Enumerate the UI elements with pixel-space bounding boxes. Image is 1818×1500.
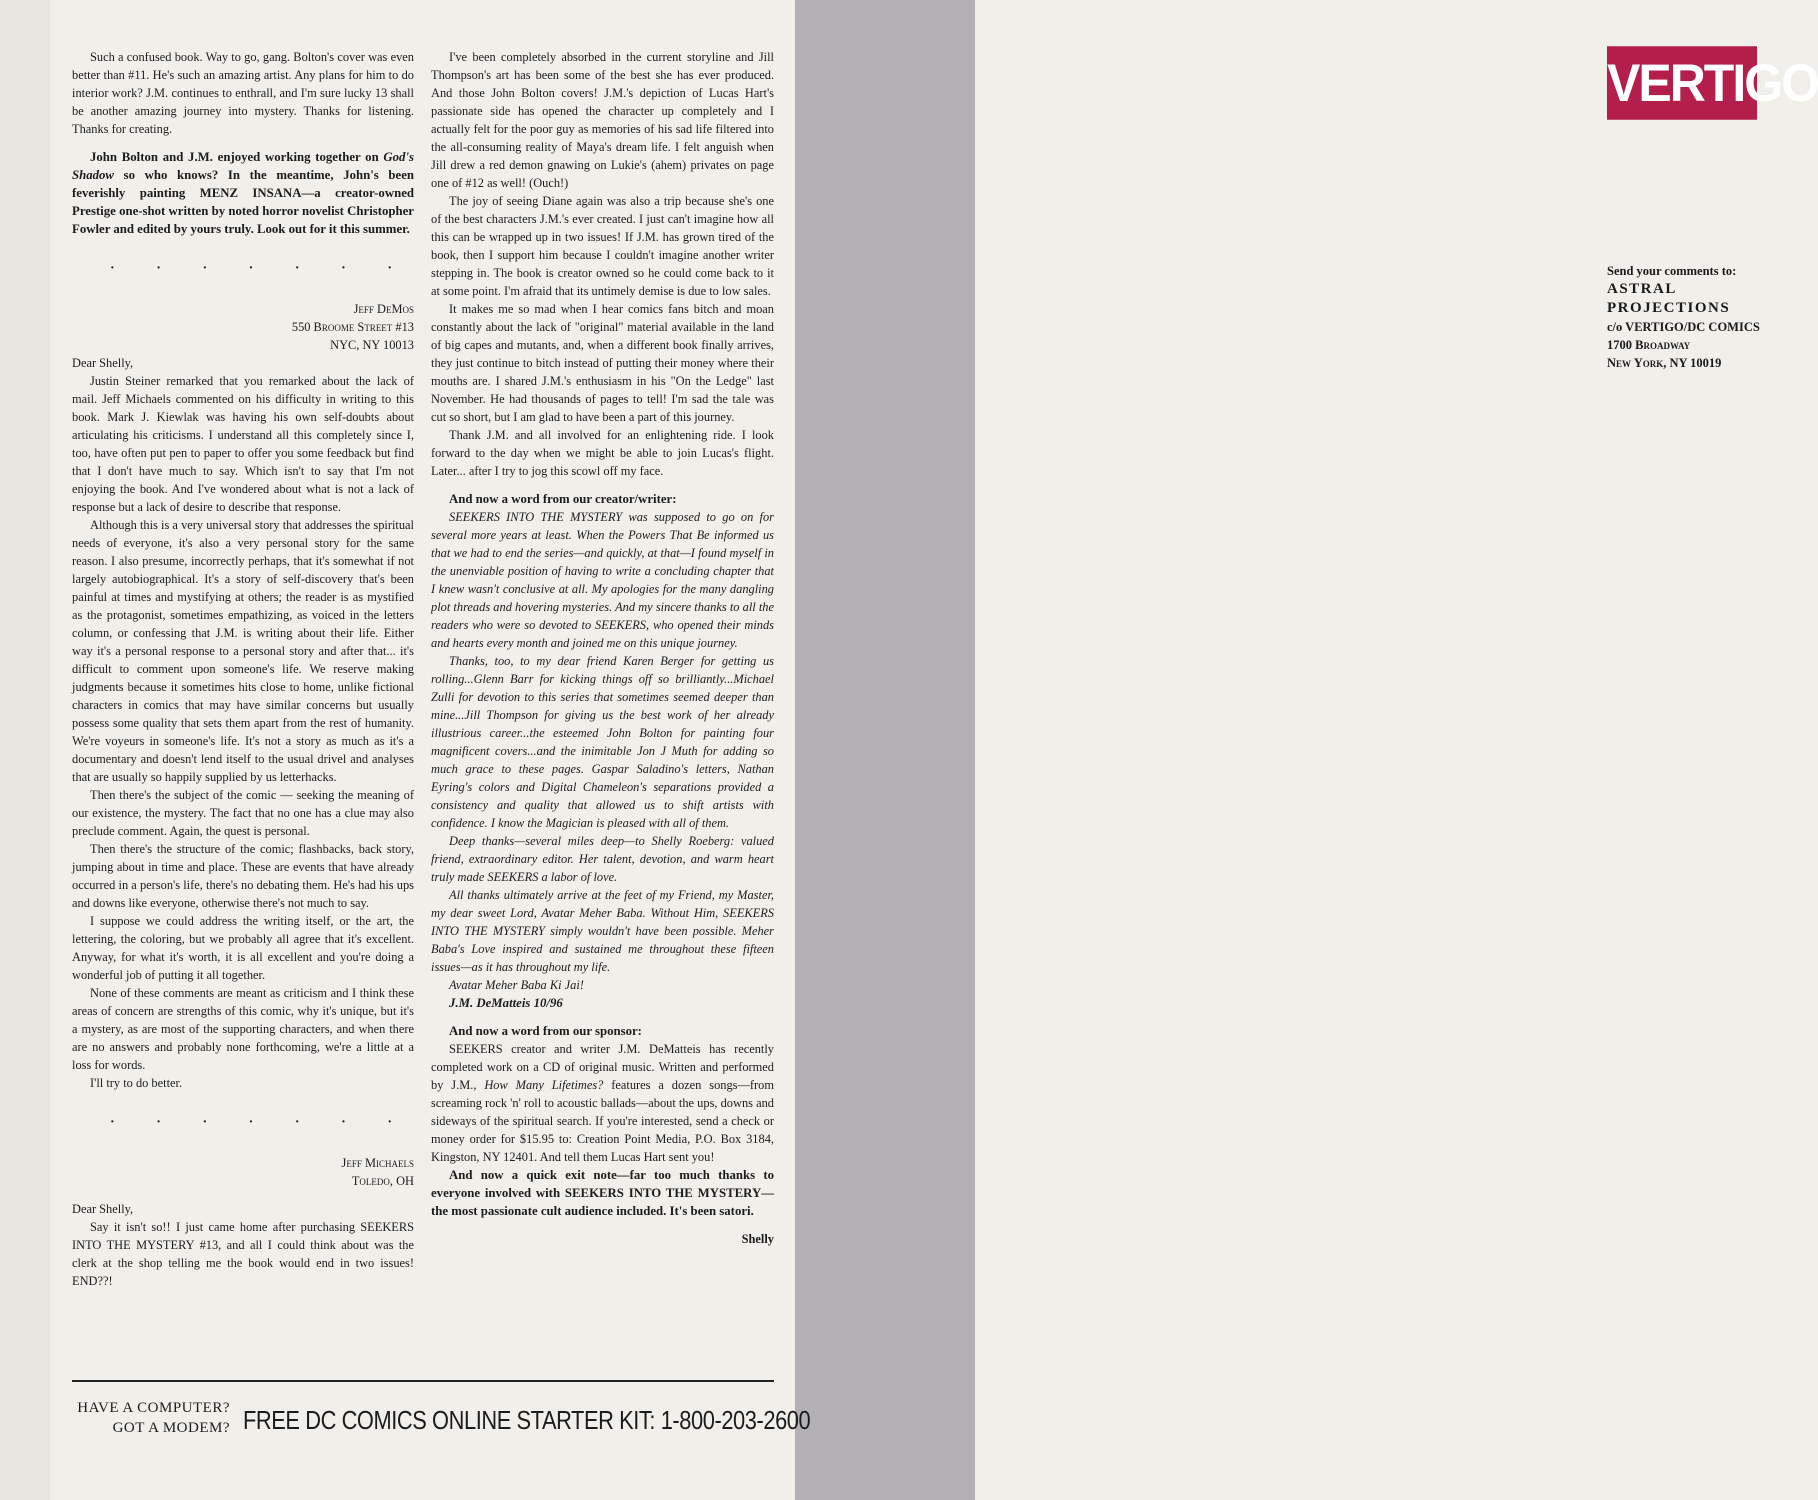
album-title: How Many Lifetimes? [484,1078,604,1092]
letter-paragraph: None of these comments are meant as criticism and I think these areas of concern are strengths of this comic, why it's unique, but it's a mystery, as are most of the supporting characters, and when there are no answers and probably none forthcoming, we're a little at a loss for words. [72,986,414,1072]
letter-author-city: NYC, NY 10013 [330,338,414,352]
letter-paragraph: The joy of seeing Diane again was also a trip because she's one of the best characters J.M.'s ever created. I just can't imagine how all this can be wrapped up in two issues! If J.M. has grown tired of the book, then I support him because I couldn't imagine another writer stepping in. The book is creator owned so he could come back to it at some point. I'm afraid that its untimely demise is due to low sales. [431,194,774,298]
vertigo-logo: VERTIGO [1607,46,1757,120]
sidebar [795,0,1818,1500]
letter-paragraph: Such a confused book. Way to go, gang. Bolton's cover was even better than #11. He's such an amazing artist. Any plans for him to do interior work? J.M. continues to enthrall, and I'm sure lucky 13 shall be another amazing journey into mystery. Thanks for listening. Thanks for creating. [72,50,414,136]
creator-paragraph: SEEKERS INTO THE MYSTERY was supposed to go on for several more years at least. When the Powers That Be informed us that we had to end the series—and quickly, at that—I found myself in the unenviable position of having to write a concluding chapter that I knew wasn't conclusive at all. My apologies for the many dangling plot threads and hovering mysteries. And my sincere thanks to all the readers who were so devoted to SEEKERS, who opened their minds and hearts every month and joined me on this unique journey. [431,510,774,650]
book-title: God's Shadow [72,150,414,182]
column-name-projections: PROJECTIONS [1607,300,1731,316]
footer-rule [72,1380,774,1382]
letter-author-city: Toledo, OH [351,1174,414,1188]
letter-author-street: 550 Broome Street #13 [291,320,414,334]
letter-paragraph: Then there's the subject of the comic — seeking the meaning of our existence, the mystery. The fact that no one has a clue may also preclude comment. Again, the quest is personal. [72,788,414,838]
letter-paragraph: Then there's the structure of the comic; flashbacks, back story, jumping about in time and place. These are events that have already occurred in a person's life, there's no debating them. He's had his ups and downs like everyone, otherwise there's not much to say. [72,842,414,910]
creator-paragraph: Deep thanks—several miles deep—to Shelly Roeberg: valued friend, extraordinary editor. Her talent, devotion, and warm heart truly made SEEKERS a labor of love. [431,834,774,884]
section-divider: · · · · · · · [110,261,394,276]
sponsor-paragraph: SEEKERS creator and writer J.M. DeMatteis has recently completed work on a CD of original music. Written and performed by J.M., How Many Lifetimes? features a dozen songs—from screaming rock 'n' roll to acoustic ballads—about the ups, downs and sideways of the spiritual search. If you're interested, send a check or money order for $15.95 to: Creation Point Media, P.O. Box 3184, Kingston, NY 12401. And tell them Lucas Hart sent you! [431,1042,774,1164]
letter-paragraph: It makes me so mad when I hear comics fans bitch and moan constantly about the lack of "original" material available in the land of big capes and mutants, and, when a different book finally arrives, they just continue to bitch instead of putting their money where their mouths are. I shared J.M.'s enthusiasm in his "On the Ledge" last November. He had thousands of pages to tell! I'm sad the tale was cut so short, but I am glad to have been a part of this journey. [431,302,774,424]
letter-paragraph: Justin Steiner remarked that you remarked about the lack of mail. Jeff Michaels commented on his difficulty in writing to this book. Mark J. Kiewlak was having his own self-doubts about articulating his criticisms. I understand all this completely since I, too, have often put pen to paper to offer you some feedback but find that I don't have much to say. Which isn't to say that I'm not enjoying the book. And I've wondered about what is not a lack of response but a lack of desire to describe that response. [72,374,414,514]
letter-author-name: Jeff DeMos [353,302,414,316]
column-name-astral: ASTRAL [1607,281,1677,297]
creator-paragraph: Avatar Meher Baba Ki Jai! [449,978,584,992]
care-of-line: c/o VERTIGO/DC COMICS [1607,320,1760,334]
city-line: New York, NY 10019 [1607,356,1722,370]
letter-greeting: Dear Shelly, [72,356,134,370]
send-line: Send your comments to: [1607,264,1737,278]
letter-author-name: Jeff Michaels [341,1156,414,1170]
ad-headline: FREE DC COMICS ONLINE STARTER KIT: 1-800-203-2600 [243,1405,811,1435]
creator-paragraph: Thanks, too, to my dear friend Karen Berger for getting us rolling...Glenn Barr for kicking things off so brilliantly...Michael Zulli for devotion to this series that sometimes seemed deeper than mine...Jill Thompson for giving us the best work of her already illustrious career...the esteemed John Bolton for painting four magnificent covers...and the inimitable Jon J Muth for adding so much grace to these pages. Gaspar Saladino's letters, Nathan Eyring's colors and Digital Chameleon's separations provided a consistency and quality that allowed us to shift artists with confidence. I know the Magician is pleased with all of them. [431,654,774,830]
exit-note: And now a quick exit note—far too much thanks to everyone involved with SEEKERS INTO THE MYSTERY—the most passionate cult audience included. It's been satori. [431,1168,774,1218]
letter-paragraph: Although this is a very universal story that addresses the spiritual needs of everyone, it's also a very personal story for the same reason. I also presume, incorrectly perhaps, that it's somewhat if not largely autobiographical. It's a story of self-discovery that's been painful at times and mystifying at others; the reader is as mystified as the protagonist, sometimes empathizing, as voiced in the letters column, or confessing that J.M. is writing about their life. Either way it's a personal response to a personal story and after that... it's difficult to comment upon someone's life. We reserve making judgments because it sometimes hits close to home, unlike fictional characters in comics that may have similar concerns but usually possess some quality that sets them apart from the rest of humanity. We're voyeurs in someone's life. It's not a story as much as it's a documentary and doesn't lend itself to the usual drivel and analyses that are usually so happily supplied by us letterhacks. [72,518,414,784]
creator-heading: And now a word from our creator/writer: [449,492,677,506]
sponsor-heading: And now a word from our sponsor: [449,1024,642,1038]
letter-paragraph: I'll try to do better. [90,1076,183,1090]
editor-reply: John Bolton and J.M. enjoyed working together on God's Shadow so who knows? In the meantime, John's been feverishly painting MENZ INSANA—a creator-owned Prestige one-shot written by noted horror novelist Christopher Fowler and edited by yours truly. Look out for it this summer. [72,150,414,236]
send-comments-block [1607,262,1767,372]
ad-question: HAVE A COMPUTER? GOT A MODEM? [77,1400,230,1436]
letter-paragraph: I suppose we could address the writing itself, or the art, the lettering, the coloring, but we probably all agree that it's excellent. Anyway, for what it's worth, it is all excellent and you're doing a wonderful job of putting it all together. [72,914,414,982]
creator-signature: J.M. DeMatteis 10/96 [449,996,563,1010]
creator-paragraph: All thanks ultimately arrive at the feet of my Friend, my Master, my dear sweet Lord, Avatar Meher Baba. Without Him, SEEKERS INTO THE MYSTERY simply wouldn't have been possible. Meher Baba's Love inspired and sustained me throughout these fifteen issues—as it has throughout my life. [431,888,774,974]
right-column [431,48,774,1248]
letter-greeting: Dear Shelly, [72,1202,134,1216]
letter-paragraph: I've been completely absorbed in the current storyline and Jill Thompson's art has been some of the best she has ever produced. And those John Bolton covers! J.M.'s depiction of Lucas Hart's passionate side has opened the character up completely and I actually felt for the poor guy as memories of his sad life filtered into the all-consuming reality of Maya's dream life. I felt anguish when Jill drew a red demon gnawing on Lukie's (ahem) privates on page one of #12 as well! (Ouch!) [431,50,774,190]
page-margin [0,0,50,1500]
section-divider: · · · · · · · [110,1115,394,1130]
letter-paragraph: Thank J.M. and all involved for an enlightening ride. I look forward to the day when we might be able to join Lucas's flight. Later... after I try to jog this scowl off my face. [431,428,774,478]
left-column [72,48,414,1290]
street-line: 1700 Broadway [1607,338,1691,352]
editor-signoff: Shelly [741,1232,774,1246]
letter-paragraph: Say it isn't so!! I just came home after purchasing SEEKERS INTO THE MYSTERY #13, and all I could think about was the clerk at the shop telling me the book would end in two issues! END??! [72,1220,414,1288]
